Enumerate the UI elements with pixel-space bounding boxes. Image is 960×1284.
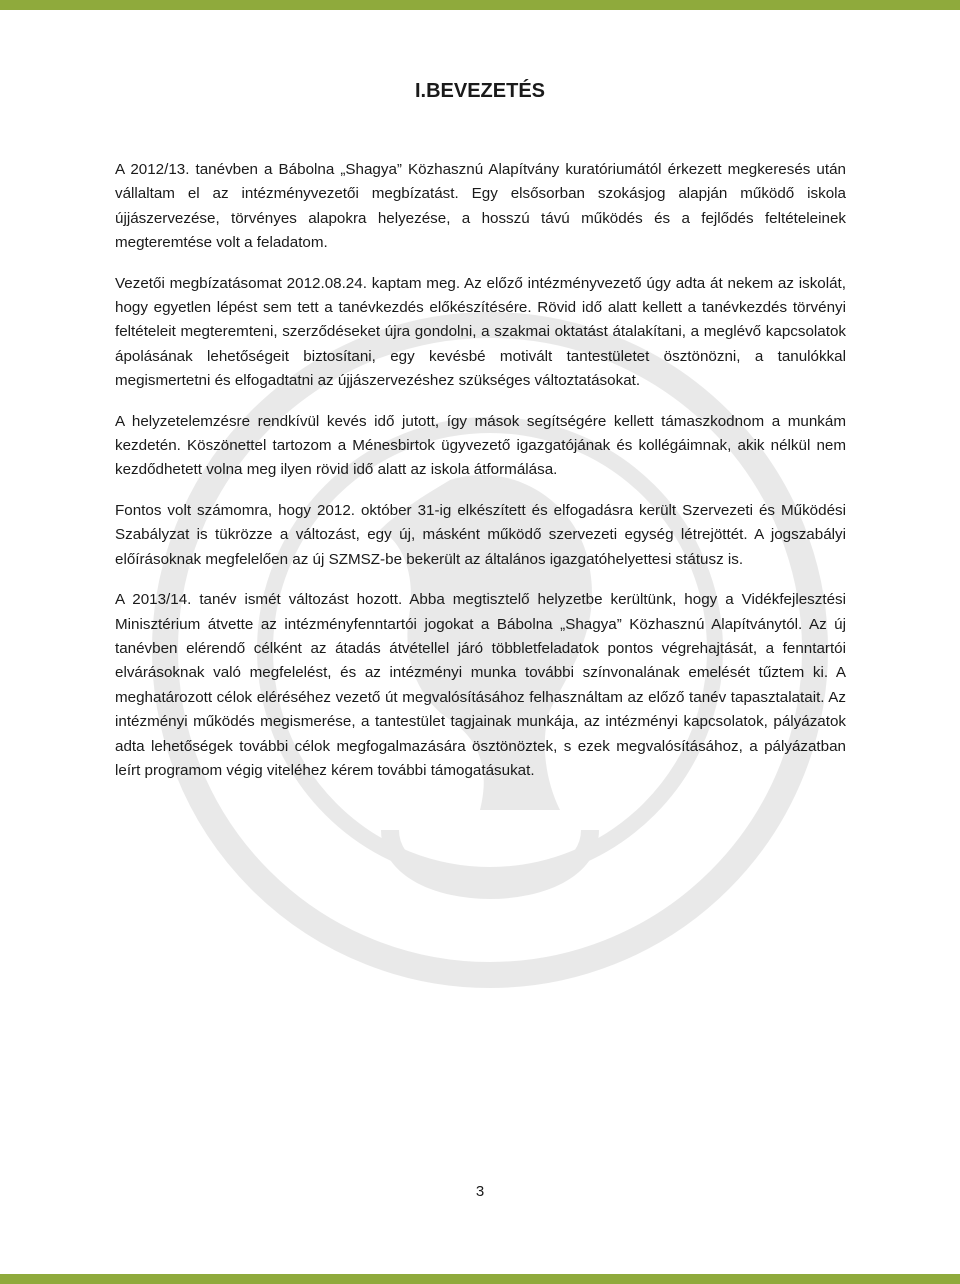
- page-number: 3: [475, 1183, 485, 1200]
- paragraph-2: Vezetői megbízatásomat 2012.08.24. kaptam meg. Az előző intézményvezető úgy adta át nekem az iskolát, hogy egyetlen lépést sem tett a tanévkezdés előkészítésére. Rövid idő alatt kellett a tanévkezdés törvényi feltételeit megteremteni, szerződéseket újra gondolni, a szakmai oktatást átalakítani, a meglévő kapcsolatok ápolásának lehetőségeit biztosítani, egy kevésbé motivált tantestületet ösztönözni, a tanulókkal megismertetni és elfogadtatni az újjászervezéshez szükséges változtatásokat.: [115, 274, 846, 390]
- paragraph-3: A helyzetelemzésre rendkívül kevés idő jutott, így mások segítségére kellett támaszkodnom a munkám kezdetén. Köszönettel tartozom a Ménesbirtok ügyvezető igazgatójának és kollégáimnak, akik nélkül nem kezdődhetett volna meg ilyen rövid idő alatt az iskola átformálása.: [115, 412, 846, 479]
- bottom-border: [0, 1274, 960, 1284]
- horseshoe-icon: [390, 830, 590, 890]
- document-body: [115, 158, 846, 799]
- paragraph-1: A 2012/13. tanévben a Bábolna „Shagya” Közhasznú Alapítvány kuratóriumától érkezett megkeresés után vállaltam el az intézményvezetői megbízatást. Egy elsősorban szokásjog alapján működő iskola újjászervezése, törvényes alapokra helyezése, a hosszú távú működés és a fejlődés feltételeinek megteremtése volt a feladatom.: [115, 161, 846, 252]
- paragraph-5: A 2013/14. tanév ismét változást hozott. Abba megtisztelő helyzetbe kerültünk, hogy a Vidékfejlesztési Minisztérium átvette az intézményfenntartói jogokat a Bábolna „Shagya” Közhasznú Alapítványtól. Az új tanévben elérendő célként az átadás átvétellel járó többletfeladatok pontos végrehajtását, a fenntartói elvárásoknak való megfelelést, és az intézményi munka további színvonalának emelését tűztem ki. A meghatározott célok eléréséhez vezető út megvalósításához felhasználtam az előző tanév tapasztalatait. Az intézményi működés megismerése, a tantestület tagjainak munkája, az intézményi kapcsolatok, pályázatok adta lehetőségek további célok megfogalmazására ösztönöztek, s ezek megvalósításához, a pályázatban leírt programom végig viteléhez kérem további támogatásukat.: [115, 591, 846, 779]
- top-border: [0, 0, 960, 10]
- paragraph-4: Fontos volt számomra, hogy 2012. október 31-ig elkészített és elfogadásra került Szervezeti és Működési Szabályzat is tükrözze a változást, egy új, másként működő szervezeti egység létrejöttét. A jogszabályi előírásoknak megfelelően az új SZMSZ-be bekerült az általános igazgatóhelyettesi státusz is.: [115, 501, 846, 568]
- page-title: I.BEVEZETÉS: [414, 80, 546, 102]
